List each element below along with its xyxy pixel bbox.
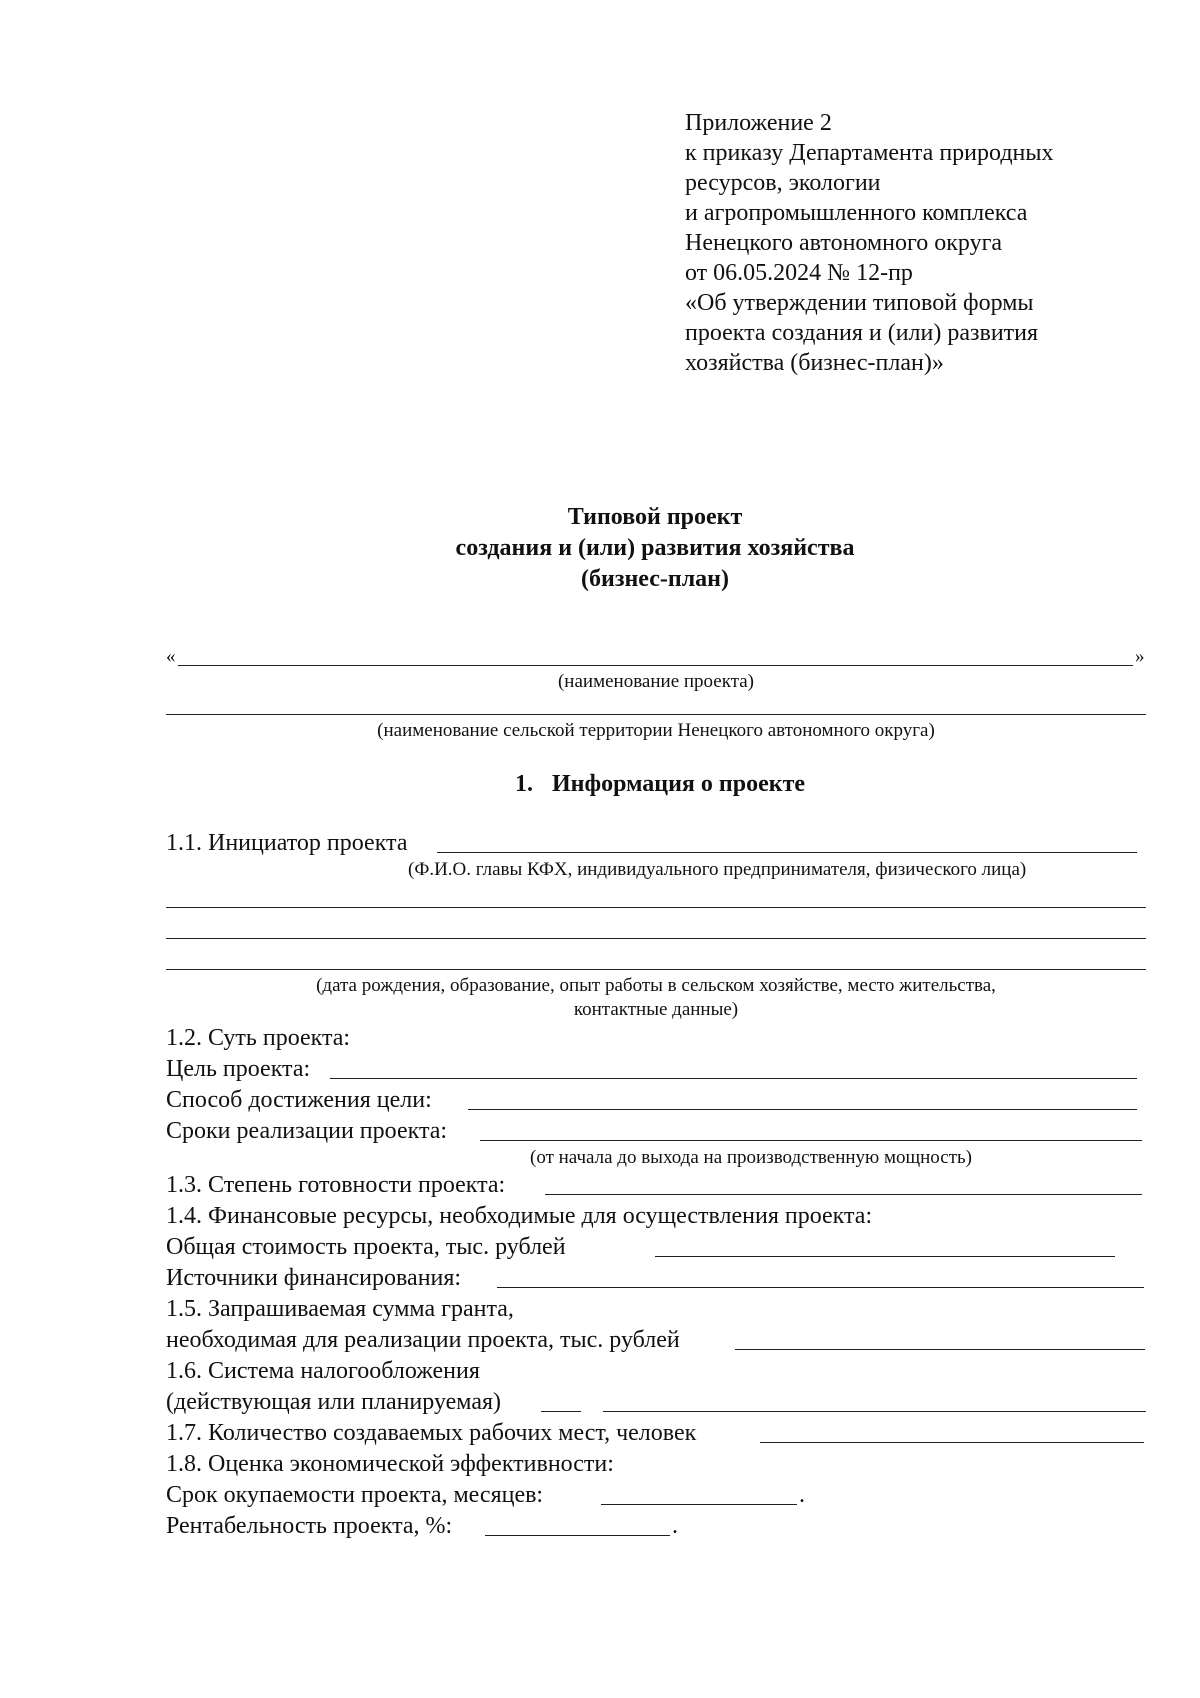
section-heading: Информация о проекте — [552, 771, 806, 797]
project-name-line[interactable] — [178, 665, 1133, 666]
territory-caption: (наименование сельской территории Ненецкого автономного округа) — [377, 720, 935, 741]
title-line-3: (бизнес-план) — [581, 566, 729, 592]
payback-line[interactable] — [601, 1504, 797, 1505]
initiator-line[interactable] — [437, 852, 1137, 853]
total-cost-line[interactable] — [655, 1256, 1115, 1257]
tax-short-line[interactable] — [541, 1411, 581, 1412]
efficiency-label: 1.8. Оценка экономической эффективности: — [166, 1451, 614, 1477]
grant-line[interactable] — [735, 1349, 1145, 1350]
appendix-line: и агропромышленного комплекса — [685, 200, 1028, 226]
appendix-line: Ненецкого автономного округа — [685, 230, 1003, 256]
appendix-line: проекта создания и (или) развития — [685, 320, 1039, 346]
tax-label-2: (действующая или планируемая) — [166, 1389, 502, 1415]
appendix-line: ресурсов, экологии — [685, 170, 881, 196]
appendix-line: «Об утверждении типовой формы — [685, 290, 1034, 316]
section-number: 1. — [515, 771, 533, 797]
goal-label: Цель проекта: — [166, 1056, 311, 1082]
initiator-label: 1.1. Инициатор проекта — [166, 830, 408, 856]
appendix-line: к приказу Департамента природных — [685, 140, 1054, 166]
initiator-details-line[interactable] — [166, 938, 1146, 939]
total-cost-label: Общая стоимость проекта, тыс. рублей — [166, 1234, 566, 1260]
funding-sources-line[interactable] — [497, 1287, 1144, 1288]
project-name-open-quote: « — [166, 646, 176, 667]
jobs-line[interactable] — [760, 1442, 1144, 1443]
timeline-line[interactable] — [480, 1140, 1142, 1141]
readiness-line[interactable] — [545, 1194, 1142, 1195]
tax-label-1: 1.6. Система налогообложения — [166, 1358, 480, 1384]
appendix-line: хозяйства (бизнес-план)» — [685, 350, 944, 376]
essence-label: 1.2. Суть проекта: — [166, 1025, 351, 1051]
timeline-caption: (от начала до выхода на производственную мощность) — [530, 1147, 973, 1168]
title-line-1: Типовой проект — [567, 504, 743, 530]
grant-label-2: необходимая для реализации проекта, тыс. рублей — [166, 1327, 680, 1353]
financial-label: 1.4. Финансовые ресурсы, необходимые для осуществления проекта: — [166, 1203, 873, 1229]
profitability-period: . — [672, 1513, 678, 1539]
project-name-caption: (наименование проекта) — [557, 671, 754, 692]
initiator-caption: (Ф.И.О. главы КФХ, индивидуального предпринимателя, физического лица) — [408, 859, 1027, 880]
method-label: Способ достижения цели: — [166, 1087, 432, 1113]
territory-line[interactable] — [166, 714, 1146, 715]
appendix-line: Приложение 2 — [685, 110, 832, 136]
timeline-label: Сроки реализации проекта: — [166, 1118, 448, 1144]
profitability-line[interactable] — [485, 1535, 670, 1536]
goal-line[interactable] — [330, 1078, 1137, 1079]
grant-label-1: 1.5. Запрашиваемая сумма гранта, — [166, 1296, 514, 1322]
project-name-close-quote: » — [1135, 646, 1145, 667]
details-caption-1: (дата рождения, образование, опыт работы в сельском хозяйстве, место жительства, — [316, 975, 996, 996]
appendix-line: от 06.05.2024 № 12-пр — [685, 260, 913, 286]
method-line[interactable] — [468, 1109, 1137, 1110]
payback-label: Срок окупаемости проекта, месяцев: — [166, 1482, 544, 1508]
jobs-label: 1.7. Количество создаваемых рабочих мест, человек — [166, 1420, 697, 1446]
readiness-label: 1.3. Степень готовности проекта: — [166, 1172, 506, 1198]
details-caption-2: контактные данные) — [573, 999, 739, 1020]
tax-line[interactable] — [603, 1411, 1146, 1412]
funding-sources-label: Источники финансирования: — [166, 1265, 462, 1291]
initiator-details-line[interactable] — [166, 969, 1146, 970]
title-line-2: создания и (или) развития хозяйства — [455, 535, 855, 561]
profitability-label: Рентабельность проекта, %: — [166, 1513, 453, 1539]
payback-period: . — [799, 1482, 805, 1508]
initiator-details-line[interactable] — [166, 907, 1146, 908]
